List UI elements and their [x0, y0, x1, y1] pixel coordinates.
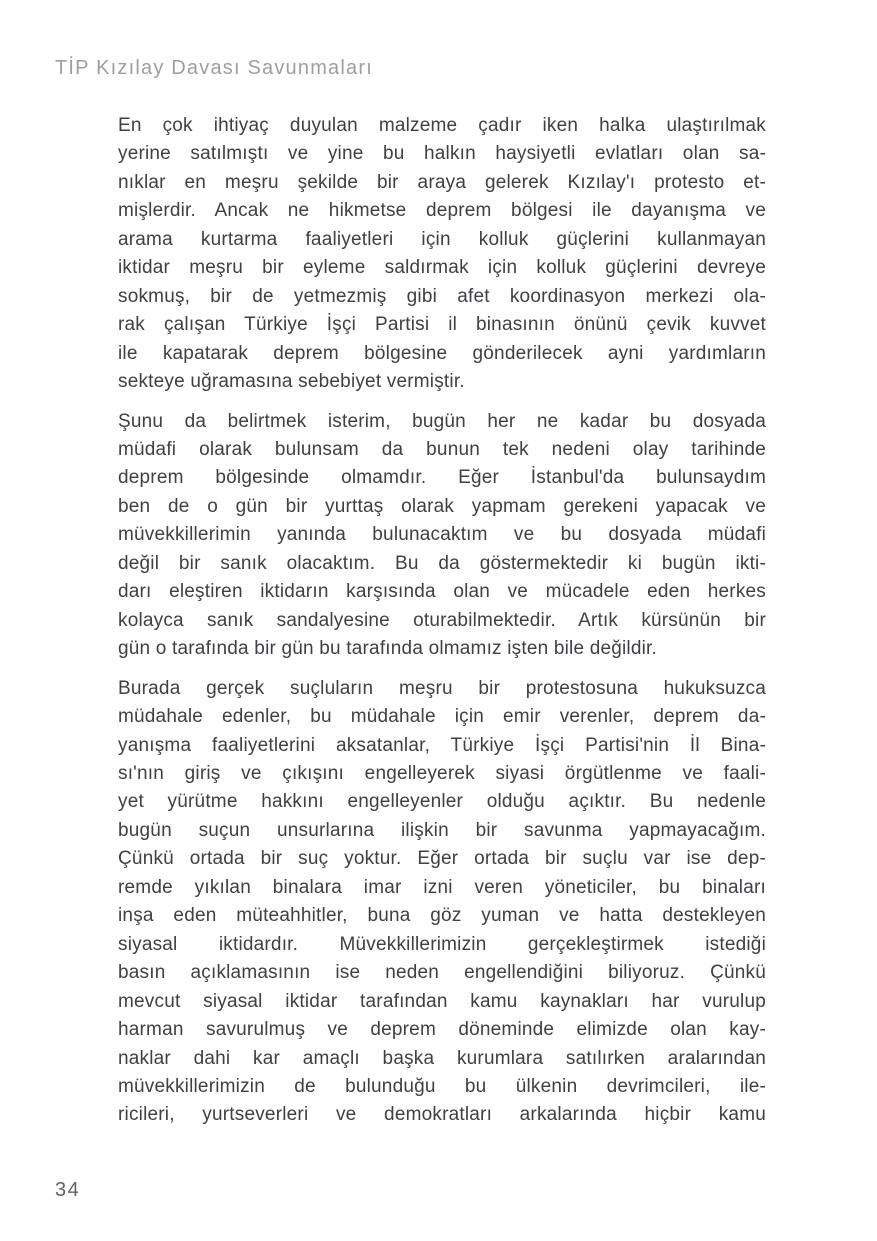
text-line: mevcut siyasal iktidar tarafından kamu kaynakları har vurulup	[118, 990, 766, 1012]
text-line: darı eleştiren iktidarın karşısında olan ve mücadele eden herkes	[118, 581, 766, 603]
text-line: müvekkillerimin yanında bulunacaktım ve bu dosyada müdafi	[118, 524, 766, 546]
text-line: Şunu da belirtmek isterim, bugün her ne kadar bu dosyada	[118, 410, 766, 432]
running-header: TİP Kızılay Davası Savunmaları	[55, 57, 373, 79]
text-line: müdahale edenler, bu müdahale için emir verenler, deprem da-	[118, 706, 766, 728]
text-line: müdafi olarak bulunsam da bunun tek nedeni olay tarihinde	[118, 438, 766, 460]
text-line: sekteye uğramasına sebebiyet vermiştir.	[118, 371, 465, 393]
text-line: harman savurulmuş ve deprem döneminde elimizde olan kay-	[118, 1019, 766, 1041]
text-line: naklar dahi kar amaçlı başka kurumlara satılırken aralarından	[118, 1047, 766, 1069]
text-line: remde yıkılan binalara imar izni veren yöneticiler, bu binaları	[118, 876, 766, 898]
text-line: yerine satılmıştı ve yine bu halkın haysiyetli evlatları olan sa-	[118, 143, 766, 165]
text-line: yanışma faaliyetlerini aksatanlar, Türkiye İşçi Partisi'nin İl Bina-	[118, 734, 766, 756]
text-line: ricileri, yurtseverleri ve demokratları arkalarında hiçbir kamu	[118, 1104, 766, 1126]
text-line: bugün suçun unsurlarına ilişkin bir savunma yapmayacağım.	[118, 819, 766, 841]
text-line: nıklar en meşru şekilde bir araya gelerek Kızılay'ı protesto et-	[118, 171, 766, 193]
text-line: değil bir sanık olacaktım. Bu da göstermektedir ki bugün ikti-	[118, 552, 766, 574]
paragraph	[118, 112, 766, 397]
text-line: sı'nın giriş ve çıkışını engelleyerek siyasi örgütlenme ve faali-	[118, 762, 766, 784]
text-line: Burada gerçek suçluların meşru bir protestosuna hukuksuzca	[118, 677, 766, 699]
page-number: 34	[55, 1179, 81, 1201]
text-line: iktidar meşru bir eyleme saldırmak için kolluk güçlerini devreye	[118, 257, 766, 279]
text-line: basın açıklamasının ise neden engellendiğini biliyoruz. Çünkü	[118, 962, 766, 984]
text-line: rak çalışan Türkiye İşçi Partisi il binasının önünü çevik kuvvet	[118, 314, 766, 336]
text-line: deprem bölgesinde olmamdır. Eğer İstanbul'da bulunsaydım	[118, 467, 766, 489]
paragraph	[118, 675, 766, 1130]
text-line: gün o tarafında bir gün bu tarafında olmamız işten bile değildir.	[118, 638, 657, 660]
text-line: müvekkillerimizin de bulunduğu bu ülkenin devrimcileri, ile-	[118, 1075, 766, 1097]
text-line: siyasal iktidardır. Müvekkillerimizin gerçekleştirmek istediği	[118, 933, 766, 955]
text-line: mişlerdir. Ancak ne hikmetse deprem bölgesi ile dayanışma ve	[118, 200, 766, 222]
text-line: ile kapatarak deprem bölgesine gönderilecek ayni yardımların	[118, 342, 766, 364]
text-line: Çünkü ortada bir suç yoktur. Eğer ortada bir suçlu var ise dep-	[118, 848, 766, 870]
text-line: sokmuş, bir de yetmezmiş gibi afet koordinasyon merkezi ola-	[118, 285, 766, 307]
text-line: inşa eden müteahhitler, buna göz yuman ve hatta destekleyen	[118, 905, 766, 927]
text-line: yet yürütme hakkını engelleyenler olduğu açıktır. Bu nedenle	[118, 791, 766, 813]
text-line: ben de o gün bir yurttaş olarak yapmam gerekeni yapacak ve	[118, 495, 766, 517]
text-line: En çok ihtiyaç duyulan malzeme çadır iken halka ulaştırılmak	[118, 115, 766, 136]
text-line: arama kurtarma faaliyetleri için kolluk güçlerini kullanmayan	[118, 228, 766, 250]
body-text	[118, 112, 766, 1141]
text-line: kolayca sanık sandalyesine oturabilmektedir. Artık kürsünün bir	[118, 609, 766, 631]
paragraph	[118, 408, 766, 664]
